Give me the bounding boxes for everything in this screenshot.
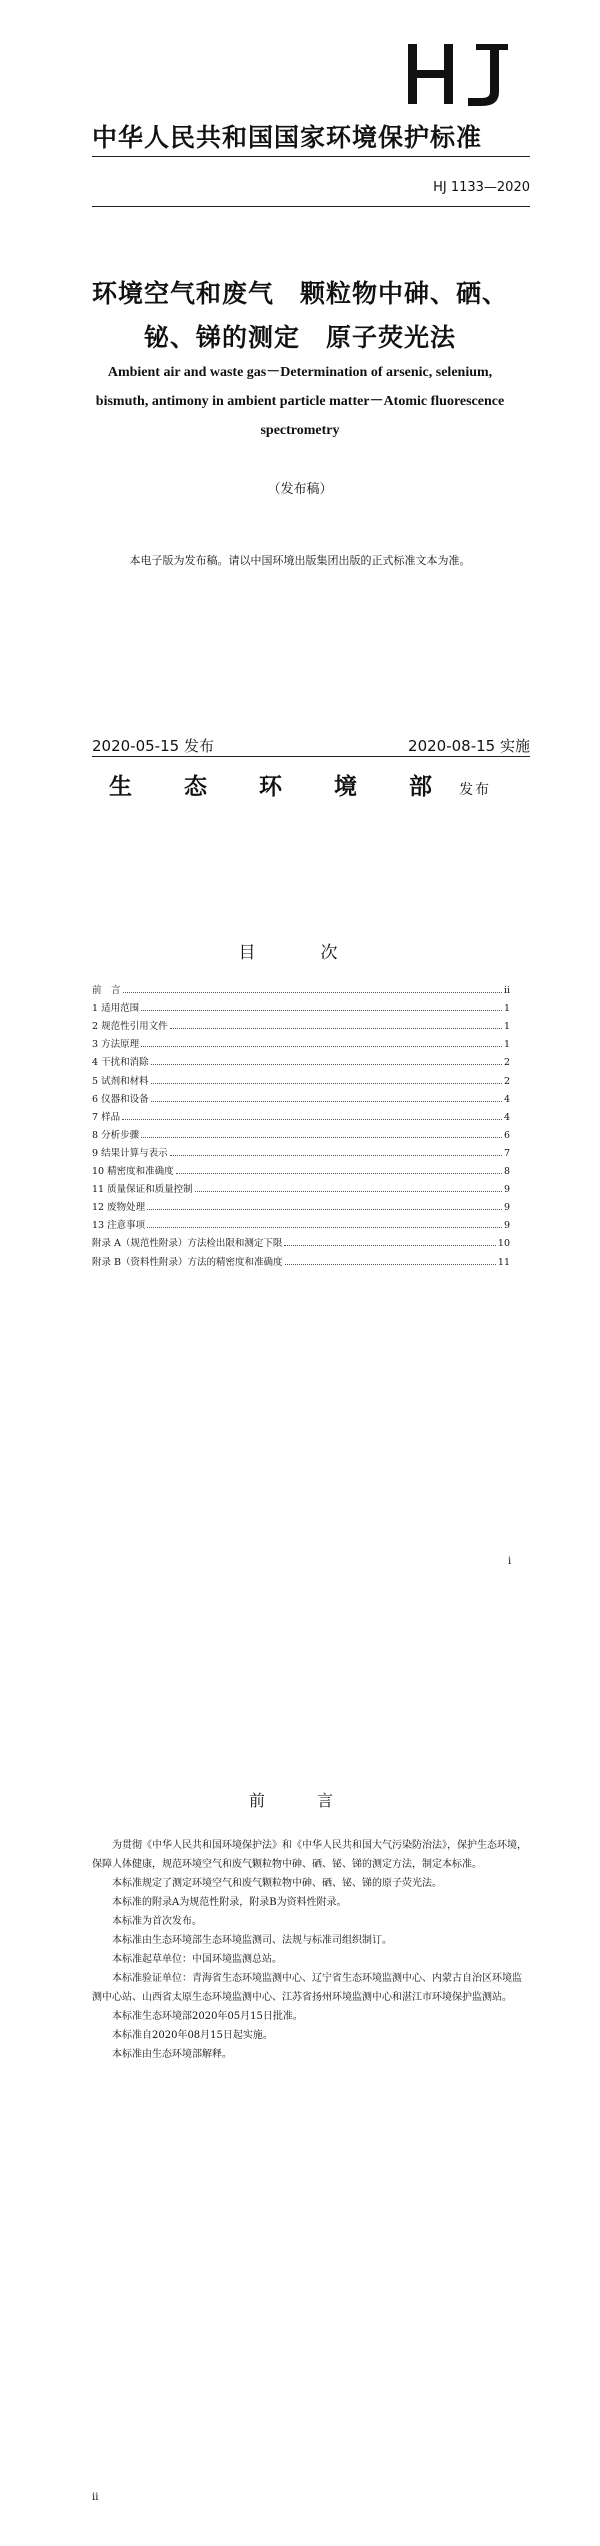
toc-page-number: i — [508, 1556, 512, 1567]
toc-item-page: 1 — [503, 1039, 510, 1051]
toc-item-label: 8 分析步骤 — [92, 1129, 140, 1141]
toc-item-page: 8 — [503, 1166, 510, 1178]
toc-item-page: 11 — [497, 1256, 510, 1268]
org-title: 中华人民共和国国家环境保护标准 — [92, 123, 483, 152]
toc-leader-dots — [151, 1083, 502, 1084]
toc-item[interactable] — [92, 1249, 510, 1267]
header-rule — [92, 156, 530, 157]
toc-item-label: 6 仪器和设备 — [92, 1093, 149, 1105]
toc-item-page: 4 — [503, 1111, 510, 1123]
en-title-line-3: spectrometry — [260, 423, 340, 438]
toc-item-page: 7 — [503, 1147, 510, 1159]
toc-item[interactable] — [92, 1032, 510, 1050]
toc-item-label: 12 废物处理 — [92, 1202, 146, 1214]
ministry-line — [60, 768, 540, 801]
toc-item[interactable] — [92, 1141, 510, 1159]
toc-item[interactable] — [92, 1050, 510, 1068]
toc-leader-dots — [141, 1046, 502, 1047]
foreword-paragraph: 为贯彻《中华人民共和国环境保护法》和《中华人民共和国大气污染防治法》，保护生态环境，保障人体健康，规范环境空气和废气颗粒物中砷、硒、铋、锑的测定方法，制定本标准。 — [92, 1840, 527, 1870]
toc-item-label: 附录 B（资料性附录）方法的精密度和准确度 — [92, 1256, 283, 1268]
toc-item[interactable] — [92, 1068, 510, 1086]
toc-item[interactable] — [92, 1087, 510, 1105]
issue-date: 2020-05-15 发布 — [92, 737, 214, 755]
toc-item-label: 10 精密度和准确度 — [92, 1166, 174, 1178]
toc-item[interactable] — [92, 978, 510, 996]
foreword-title: 前 言 — [248, 1791, 351, 1810]
toc-item[interactable] — [92, 1123, 510, 1141]
foreword-paragraph: 本标准的附录A为规范性附录，附录B为资料性附录。 — [112, 1897, 347, 1908]
toc-item-label: 4 干扰和消除 — [92, 1057, 149, 1069]
ministry-name: 生 态 环 境 部 — [108, 774, 454, 800]
divider-rule — [92, 206, 530, 207]
toc-item[interactable] — [92, 1213, 510, 1231]
foreword-paragraph: 本标准起草单位：中国环境监测总站。 — [112, 1954, 282, 1965]
toc-item[interactable] — [92, 1231, 510, 1249]
toc-leader-dots — [285, 1264, 496, 1265]
toc-leader-dots — [170, 1028, 502, 1029]
toc-leader-dots — [123, 992, 502, 993]
foreword-paragraph: 本标准为首次发布。 — [112, 1916, 202, 1927]
en-title — [60, 358, 540, 445]
toc-item[interactable] — [92, 1105, 510, 1123]
toc-leader-dots — [141, 1010, 502, 1011]
toc-leader-dots — [151, 1064, 502, 1065]
toc-leader-dots — [284, 1245, 496, 1246]
toc-item-label: 附录 A（规范性附录）方法检出限和测定下限 — [92, 1238, 283, 1250]
en-title-line-1: Ambient air and waste gas－Determination of arsenic, selenium, — [107, 365, 493, 380]
toc-item[interactable] — [92, 1159, 510, 1177]
toc-item-label: 11 质量保证和质量控制 — [92, 1184, 193, 1196]
toc-item[interactable] — [92, 996, 510, 1014]
foreword-paragraph: 本标准自2020年08月15日起实施。 — [112, 2030, 273, 2041]
toc-list — [92, 978, 510, 1268]
toc-item-page: 10 — [497, 1238, 510, 1250]
foreword-paragraph: 本标准生态环境部2020年05月15日批准。 — [112, 2011, 303, 2022]
toc-item-page: 1 — [503, 1003, 510, 1015]
toc-leader-dots — [122, 1119, 502, 1120]
toc-item-page: 2 — [503, 1075, 510, 1087]
toc-title: 目 次 — [238, 943, 362, 963]
toc-item-page: 9 — [503, 1184, 510, 1196]
document-status: （发布稿） — [267, 482, 333, 497]
foreword-body — [92, 1836, 530, 2064]
ministry-suffix: 发布 — [459, 782, 492, 798]
cn-title-line-1: 环境空气和废气 颗粒物中砷、硒、 — [91, 279, 508, 308]
toc-item-label: 前 言 — [92, 985, 121, 997]
toc-leader-dots — [147, 1227, 502, 1228]
toc-item[interactable] — [92, 1177, 510, 1195]
toc-item-label: 9 结果计算与表示 — [92, 1147, 168, 1159]
toc-leader-dots — [170, 1155, 502, 1156]
toc-leader-dots — [151, 1101, 502, 1102]
toc-item[interactable] — [92, 1014, 510, 1032]
foreword-paragraph: 本标准验证单位：青海省生态环境监测中心、辽宁省生态环境监测中心、内蒙古自治区环境监测中心站、山西省太原生态环境监测中心、江苏省扬州环境监测中心和湛江市环境保护监测站。 — [92, 1973, 522, 2003]
toc-item-page: 2 — [503, 1057, 510, 1069]
toc-item-label: 7 样品 — [92, 1111, 121, 1123]
foreword-paragraph: 本标准由生态环境部解释。 — [112, 2049, 232, 2060]
implement-date: 2020-08-15 实施 — [408, 737, 530, 755]
toc-item-page: 9 — [503, 1220, 510, 1232]
toc-item-page: 9 — [503, 1202, 510, 1214]
toc-leader-dots — [176, 1173, 502, 1174]
foreword-paragraph: 本标准由生态环境部生态环境监测司、法规与标准司组织制订。 — [112, 1935, 392, 1946]
toc-item-label: 2 规范性引用文件 — [92, 1021, 168, 1033]
toc-leader-dots — [195, 1191, 502, 1192]
edition-notice: 本电子版为发布稿。请以中国环境出版集团出版的正式标准文本为准。 — [129, 554, 471, 567]
foreword-page-number: ii — [92, 2492, 99, 2503]
cn-title-line-2: 铋、锑的测定 原子荧光法 — [143, 323, 456, 352]
dates-rule — [92, 756, 530, 757]
toc-item-page: ii — [503, 985, 510, 997]
toc-item[interactable] — [92, 1195, 510, 1213]
toc-item-page: 1 — [503, 1021, 510, 1033]
toc-item-page: 6 — [503, 1129, 510, 1141]
toc-leader-dots — [147, 1209, 502, 1210]
toc-item-page: 4 — [503, 1093, 510, 1105]
toc-leader-dots — [141, 1137, 502, 1138]
standard-number: HJ 1133—2020 — [433, 180, 530, 195]
toc-item-label: 5 试剂和材料 — [92, 1075, 149, 1087]
toc-item-label: 1 适用范围 — [92, 1003, 140, 1015]
foreword-paragraph: 本标准规定了测定环境空气和废气颗粒物中砷、硒、铋、锑的原子荧光法。 — [112, 1878, 442, 1889]
toc-item-label: 3 方法原理 — [92, 1039, 140, 1051]
en-title-line-2: bismuth, antimony in ambient particle matter－Atomic fluorescence — [95, 394, 505, 409]
toc-item-label: 13 注意事项 — [92, 1220, 146, 1232]
hj-logo — [402, 40, 532, 110]
